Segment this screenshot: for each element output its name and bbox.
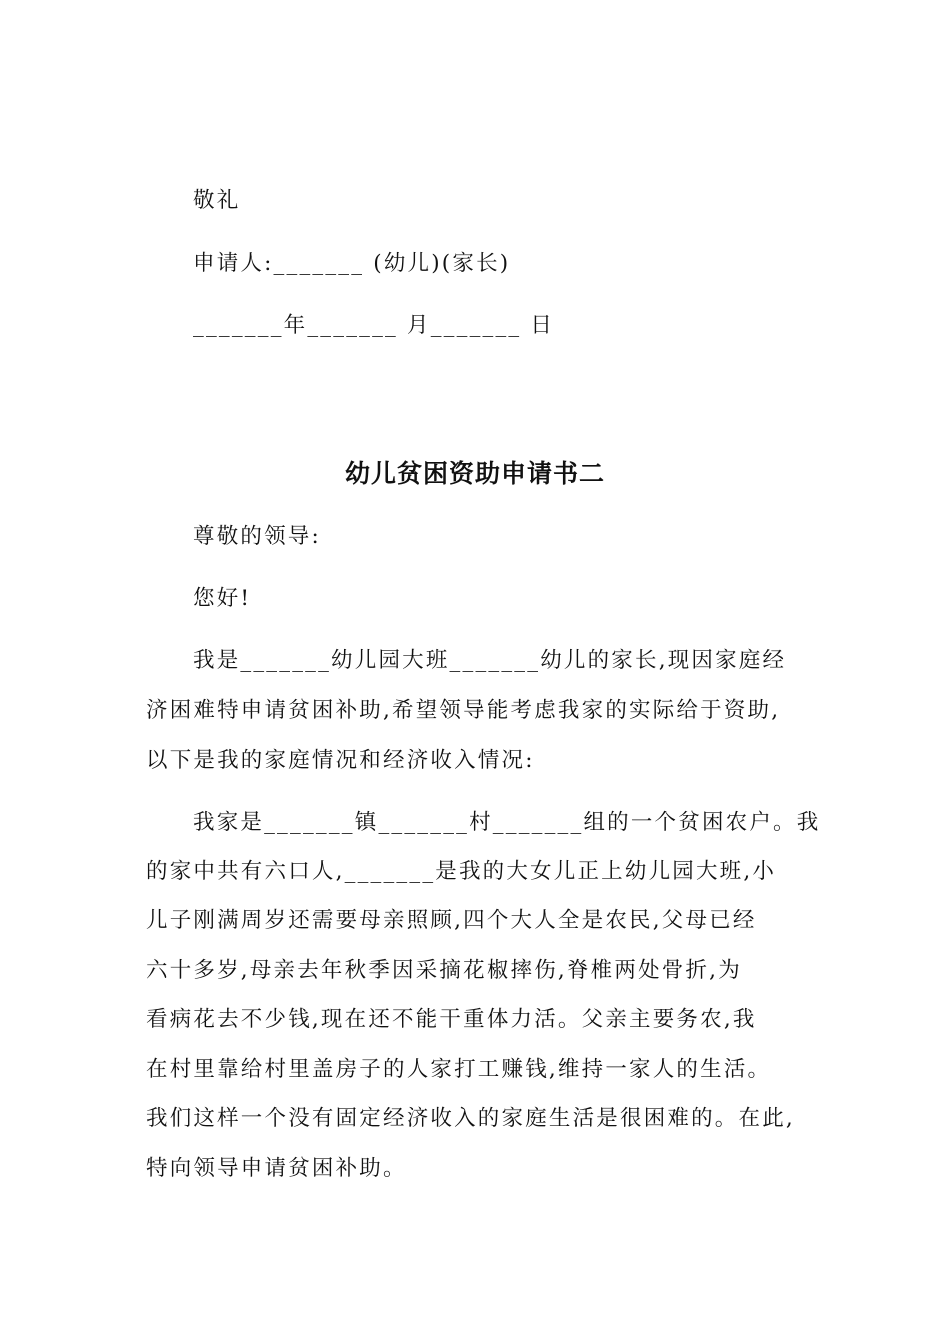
paragraph-line: 的家中共有六口人,_______是我的大女儿正上幼儿园大班,小 xyxy=(146,859,777,884)
paragraph-line: 济困难特申请贫困补助,希望领导能考虑我家的实际给于资助, xyxy=(146,698,781,723)
paragraph-line: 特向领导申请贫困补助。 xyxy=(146,1156,407,1181)
letter-greeting: 尊敬的领导: xyxy=(193,524,321,549)
paragraph-line: 以下是我的家庭情况和经济收入情况: xyxy=(146,748,535,773)
letter-title: 幼儿贫困资助申请书二 xyxy=(344,459,605,488)
paragraph-line: 六十多岁,母亲去年秋季因采摘花椒摔伤,脊椎两处骨折,为 xyxy=(146,958,742,983)
letter-hello: 您好! xyxy=(193,586,252,611)
paragraph-line: 儿子刚满周岁还需要母亲照顾,四个大人全是农民,父母已经 xyxy=(146,908,757,933)
applicant-line: 申请人:_______ (幼儿)(家长) xyxy=(193,251,511,276)
paragraph-line: 我家是_______镇_______村_______组的一个贫困农户。我 xyxy=(193,810,821,835)
paragraph-line: 我是_______幼儿园大班_______幼儿的家长,现因家庭经 xyxy=(193,648,787,673)
closing-salute: 敬礼 xyxy=(193,188,241,213)
paragraph-line: 在村里靠给村里盖房子的人家打工赚钱,维持一家人的生活。 xyxy=(146,1057,772,1082)
paragraph-line: 我们这样一个没有固定经济收入的家庭生活是很困难的。在此, xyxy=(146,1106,795,1131)
paragraph-line: 看病花去不少钱,现在还不能干重体力活。父亲主要务农,我 xyxy=(146,1007,757,1032)
date-line: _______年_______ 月_______ 日 xyxy=(193,313,555,338)
